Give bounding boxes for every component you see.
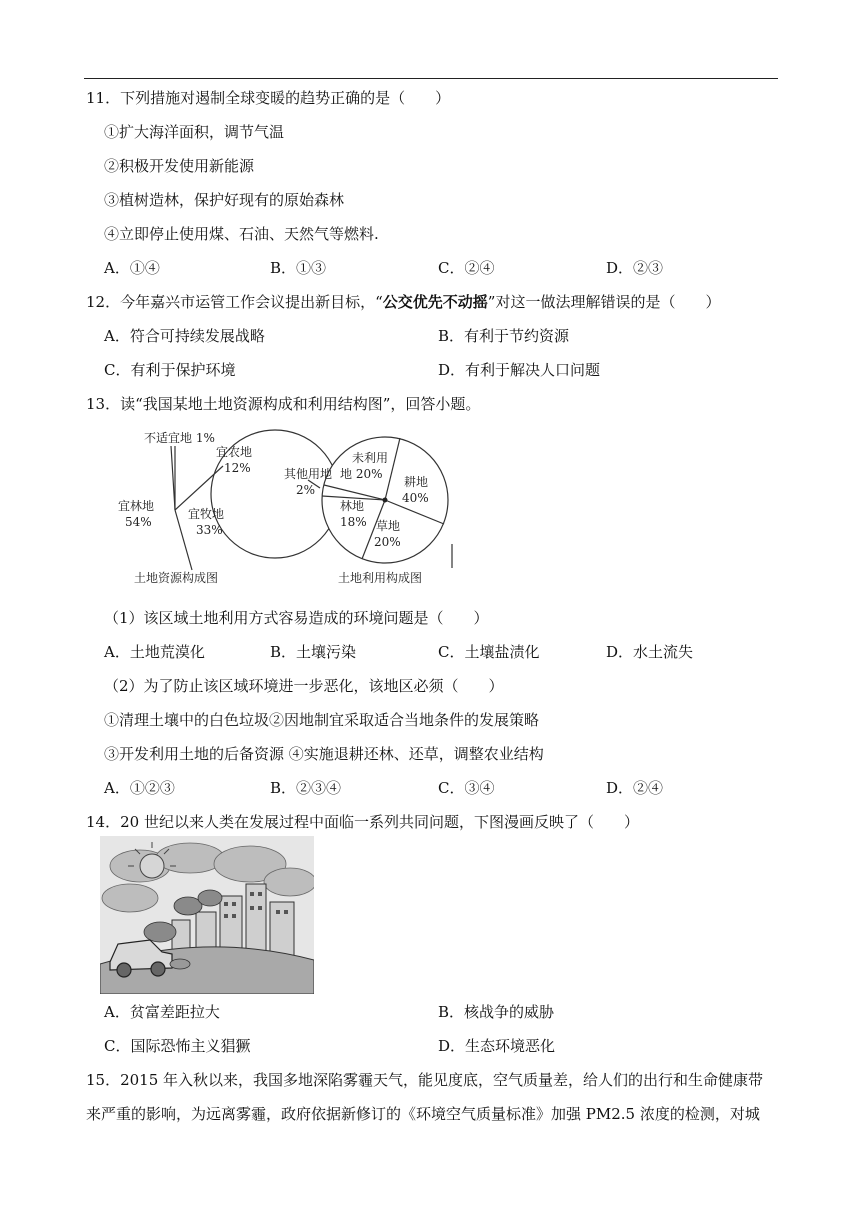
pie1-caption: 土地资源构成图	[134, 571, 219, 585]
q15-line-1: 15．2015 年入秋以来，我国多地深陷雾霾天气，能见度底，空气质量差，给人们的出行和生命健康带	[86, 1071, 764, 1089]
pie1-label-farm-pct: 12%	[224, 461, 251, 475]
q11-option-c: C．②④	[438, 259, 495, 277]
q13-sub2-option-d: D．②④	[606, 779, 664, 797]
q11-item-3: ③植树造林，保护好现有的原始森林	[104, 191, 345, 209]
q12-stem-post: ”对这一做法理解错误的是（ ）	[487, 293, 721, 311]
pie2-caption: 土地利用构成图	[338, 571, 423, 585]
q14-option-d: D．生态环境恶化	[438, 1037, 556, 1055]
pie2-label-grass-name: 草地	[376, 519, 401, 533]
pie2-label-other-name: 其他用地	[284, 467, 333, 481]
q13-stem: 13．读“我国某地土地资源构成和利用结构图”，回答小题。	[86, 395, 481, 413]
pie1-divider-1	[171, 446, 175, 510]
q12-option-a: A．符合可持续发展战略	[104, 327, 265, 345]
q15-line-2: 来严重的影响，为远离雾霾，政府依据新修订的《环境空气质量标准》加强 PM2.5 浓度的检测，对城	[86, 1105, 760, 1123]
q12-option-d: D．有利于解决人口问题	[438, 361, 601, 379]
pie2-center	[383, 498, 388, 503]
pie1-label-pasture-name: 宜牧地	[188, 507, 225, 521]
q11-option-a: A．①④	[104, 259, 160, 277]
q13-sub1-option-c: C．土壤盐渍化	[438, 643, 540, 661]
header-rule	[84, 78, 778, 79]
q13-sub2-option-b: B．②③④	[270, 779, 342, 797]
q12-stem-pre: 12．今年嘉兴市运管工作会议提出新目标，“	[86, 293, 383, 311]
q12-option-c: C．有利于保护环境	[104, 361, 236, 379]
q13-sub1-stem: （1）该区域土地利用方式容易造成的环境问题是（ ）	[104, 609, 489, 627]
q14-option-b: B．核战争的威胁	[438, 1003, 555, 1021]
q11-item-4: ④立即停止使用煤、石油、天然气等燃料.	[104, 225, 379, 243]
pie2-label-farmland-name: 耕地	[404, 475, 429, 489]
pie2-label-woods-pct: 18%	[340, 515, 367, 529]
q13-sub2-item-1: ①清理土壤中的白色垃圾②因地制宜采取适合当地条件的发展策略	[104, 711, 540, 729]
pie2-label-farmland-pct: 40%	[402, 491, 429, 505]
q11-item-1: ①扩大海洋面积，调节气温	[104, 123, 285, 141]
q13-sub2-item-2: ③开发利用土地的后备资源 ④实施退耕还林、还草，调整农业结构	[104, 745, 544, 763]
q13-sub1-option-b: B．土壤污染	[270, 643, 357, 661]
q13-pie-charts	[100, 422, 480, 592]
pie1-label-forest-pct: 54%	[125, 515, 152, 529]
q13-sub1-option-d: D．水土流失	[606, 643, 694, 661]
pie2-label-unused-2: 地 20%	[340, 467, 383, 481]
q13-sub2-option-c: C．③④	[438, 779, 495, 797]
pie1-label-farm-name: 宜农地	[216, 445, 253, 459]
q12-stem-bold: 公交优先不动摇	[382, 293, 488, 311]
pie1-label-unsuitable: 不适宜地 1%	[144, 431, 215, 445]
q11-option-d: D．②③	[606, 259, 664, 277]
pie2-label-woods-name: 林地	[340, 499, 365, 513]
pie2-label-grass-pct: 20%	[374, 535, 401, 549]
q11-stem: 11．下列措施对遏制全球变暖的趋势正确的是（ ）	[86, 89, 451, 107]
pollution-cartoon-image	[100, 836, 314, 994]
q13-sub2-stem: （2）为了防止该区域环境进一步恶化，该地区必须（ ）	[104, 677, 504, 695]
pie2-label-other-pct: 2%	[296, 483, 316, 497]
q12-option-b: B．有利于节约资源	[438, 327, 570, 345]
q13-sub1-option-a: A．土地荒漠化	[104, 643, 205, 661]
pie1-label-forest-name: 宜林地	[118, 499, 155, 513]
q11-item-2: ②积极开发使用新能源	[104, 157, 255, 175]
pie1-label-pasture-pct: 33%	[196, 523, 223, 537]
q13-sub2-option-a: A．①②③	[104, 779, 175, 797]
q12-stem	[86, 292, 720, 312]
q14-stem: 14．20 世纪以来人类在发展过程中面临一系列共同问题，下图漫画反映了（ ）	[86, 813, 639, 831]
q11-option-b: B．①③	[270, 259, 327, 277]
pie2-label-unused-1: 未利用	[352, 451, 389, 465]
q14-option-a: A．贫富差距拉大	[104, 1003, 220, 1021]
q14-option-c: C．国际恐怖主义猖獗	[104, 1037, 251, 1055]
